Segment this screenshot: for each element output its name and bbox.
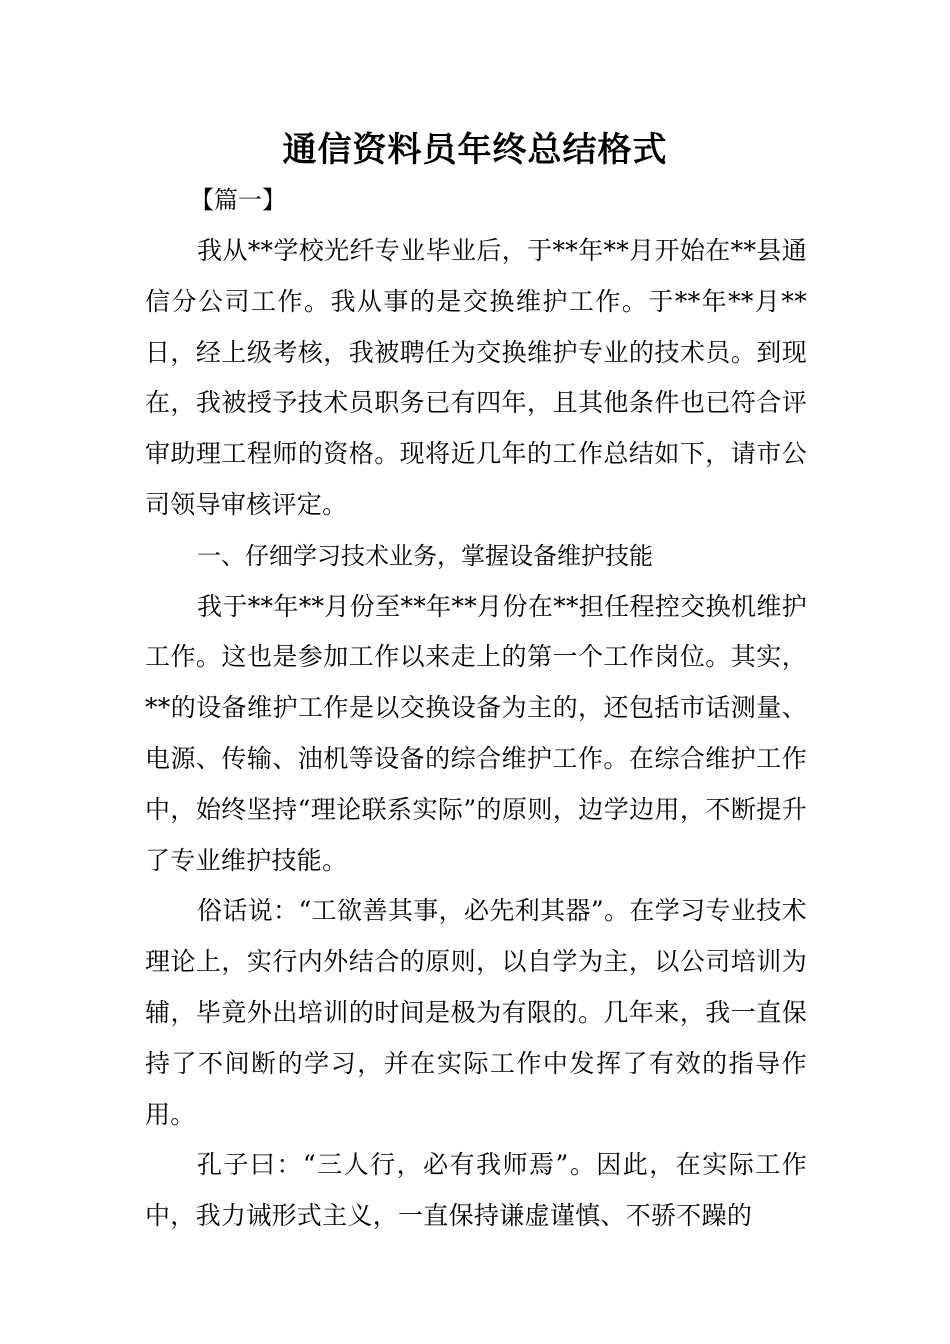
paragraph-intro: 我从**学校光纤专业毕业后，于**年**月开始在**县通信分公司工作。我从事的是交换维护工作。于**年**月**日，经上级考核，我被聘任为交换维护专业的技术员。到现在，我被授予技术员职务已有四年，且其他条件也已符合评审助理工程师的资格。现将近几年的工作总结如下，请市公司领导审核评定。 xyxy=(145,236,807,519)
document-body xyxy=(145,226,807,1242)
paragraph-humility: 孔子曰：“三人行，必有我师焉”。因此，在实际工作中，我力诫形式主义，一直保持谦虚谨慎、不骄不躁的 xyxy=(145,1150,807,1231)
section-heading: 一、仔细学习技术业务，掌握设备维护技能 xyxy=(197,541,653,570)
paragraph-study: 俗话说：“工欲善其事，必先利其器”。在学习专业技术理论上，实行内外结合的原则，以自学为主，以公司培训为辅，毕竟外出培训的时间是极为有限的。几年来，我一直保持了不间断的学习，并在实际工作中发挥了有效的指导作用。 xyxy=(145,896,807,1129)
paragraph-work-history: 我于**年**月份至**年**月份在**担任程控交换机维护工作。这也是参加工作以来走上的第一个工作岗位。其实，**的设备维护工作是以交换设备为主的，还包括市话测量、电源、传输、油机等设备的综合维护工作。在综合维护工作中，始终坚持“理论联系实际”的原则，边学边用，不断提升了专业维护技能。 xyxy=(145,591,807,875)
section-label: 【篇一】 xyxy=(190,186,286,214)
document-title: 通信资料员年终总结格式 xyxy=(282,130,668,170)
